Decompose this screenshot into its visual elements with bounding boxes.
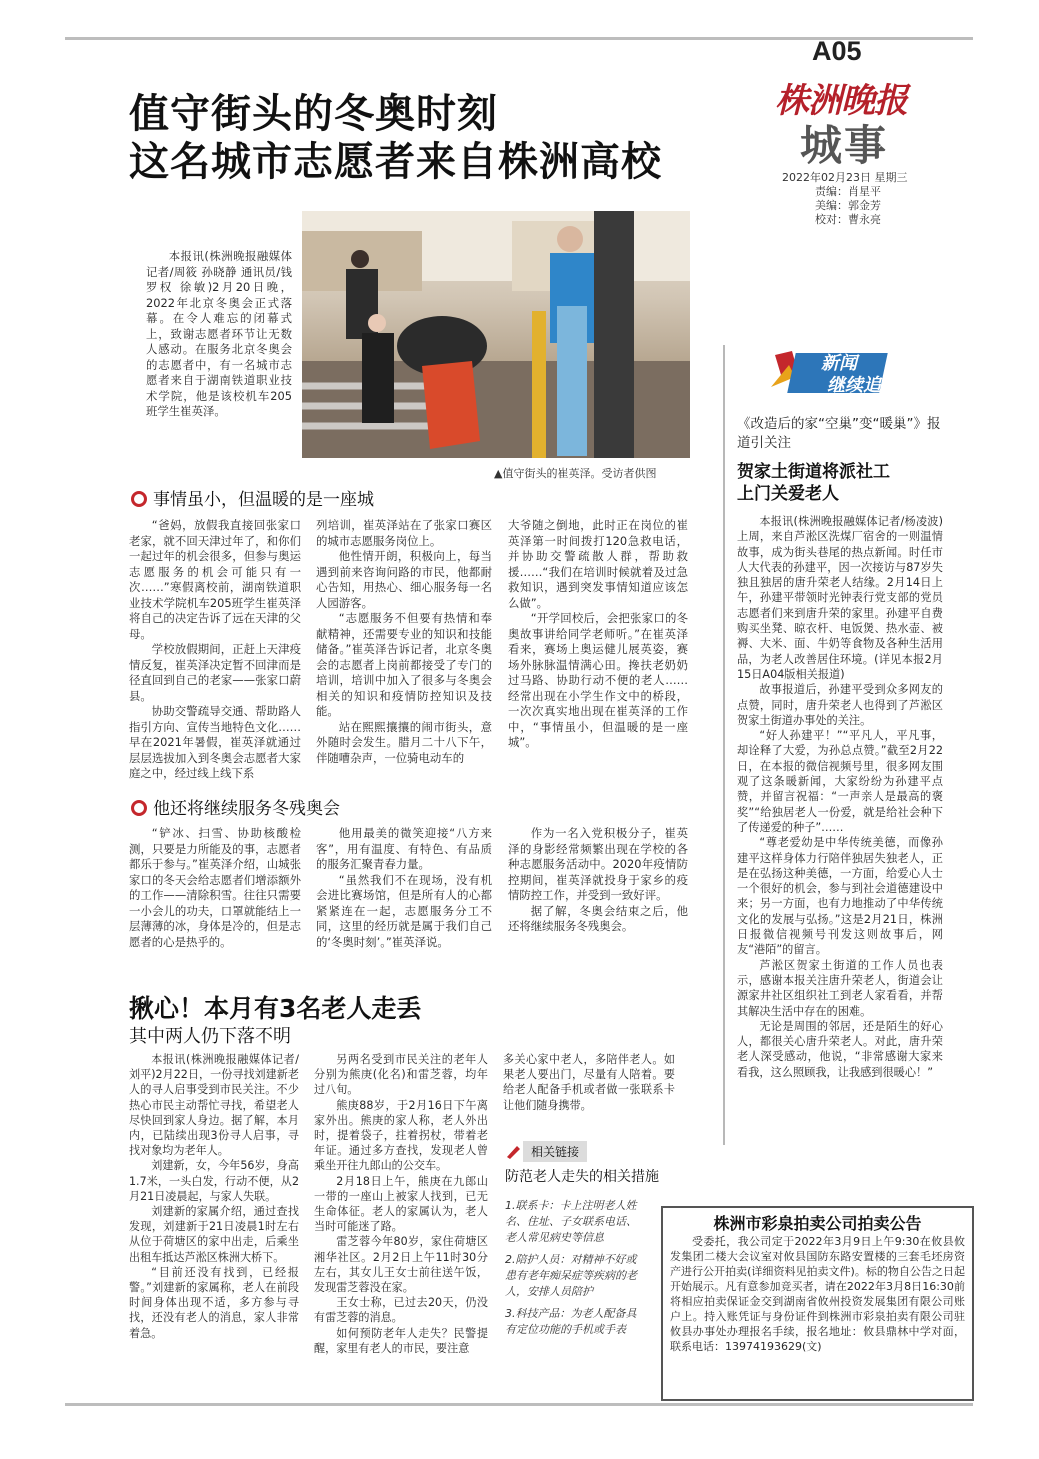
second-column-1: 本报讯(株洲晚报融媒体记者/刘平)2月22日，一份寻找刘建新老人的寻人启事受到市民关注。不少热心市民主动帮忙寻找，希望老人尽快回到家人身边。据了解，本月内，已陆续出现3份寻人启事，寻找对象均为老年人。 刘建新，女，今年56岁，身高1.7米，一头白发，行动不便，从2月21日凌晨起，与家人失联。 刘建新的家属介绍，通过查找发现，刘建新于21日凌晨1时左右从位于荷塘区的家中出走，后乘坐出租车抵达芦淞区株洲大桥下。 “目前还没有找到，已经报警。”刘建新的家属称，老人在前段时间身体出现不适，多方参与寻找，还没有老人的消息，家人非常着急。 xyxy=(129,1053,299,1340)
sidebar-headline-1: 贺家土街道将派社工 xyxy=(737,462,890,482)
sidebar-kicker: 《改造后的家“空巢”变“暖巢”》报道引关注 xyxy=(737,416,941,451)
tip-item: 2.陪护人员：对精神不好或患有老年痴呆症等疾病的老人，安排人员陪护 xyxy=(505,1253,637,1298)
news-follow-badge: 新闻 继续追 xyxy=(767,347,897,397)
sidebar-divider xyxy=(723,345,725,1145)
sidebar-body: 本报讯(株洲晚报融媒体记者/杨凌波)上周，来自芦淞区洗煤厂宿舍的一则温情故事，成为街头巷尾的热点新闻。时任市人大代表的孙建平，因一次接访与87岁失独且独居的唐升荣老人结缘。2月14日上午，孙建平带领时光钟表行党支部的党员志愿者们来到唐升荣的家里。孙建平自费购买坐凳、晾衣杆、电饭煲、热水壶、被褥、大米、面、牛奶等食物及各种生活用品，为老人改善居住环境。(详见本报2月15日A04版相关报道) 故事报道后，孙建平受到众多网友的点赞，同时，唐升荣老人也得到了芦淞区贺家土街道办事处的关注。 “好人孙建平！”“平凡人，平凡事，却诠释了大爱，为孙总点赞。”截至2月22日，在本报的微信视频号里，很多网友围观了这条暖新闻，大家纷纷为孙建平点赞，并留言祝福：“一声亲人是最高的褒奖”“给独居老人一份爱，就是给社会种下了传递爱的种子”…… “尊老爱幼是中华传统美德，而像孙建平这样身体力行陪伴独居失独老人，正是在弘扬这种美德，一方面，给爱心人士一个很好的机会，参与到社会道德建设中来；另一方面，也有力地推动了中华传统文化的发展与弘扬。”这是2月21日，株洲日报微信视频号刊发这则故事后，网友“港陌”的留言。 芦淞区贺家土街道的工作人员也表示，感谢本报关注唐升荣老人，街道会让源家井社区组织社工到老人家看看，并帮其解决生活中存在的困难。 无论是周围的邻居，还是陌生的好心人，都很关心唐升荣老人。对此，唐升荣老人深受感动，他说，“非常感谢大家来看我，这么照顾我，让我感到很暖心！” xyxy=(737,515,943,1079)
related-link-label: 相关链接 xyxy=(505,1140,587,1162)
second-subheadline: 其中两人仍下落不明 xyxy=(129,1026,291,1047)
section1-column-2: 列培训，崔英泽站在了张家口赛区的城市志愿服务岗位上。 他性情开朗，积极向上，每当遇到前来咨询问路的市民，他都耐心告知，用热心、细心服务每一名人园游客。 “志愿服务不但要有热情和奉献精神，还需要专业的知识和技能储备。”崔英泽告诉记者，北京冬奥会的志愿者上岗前都接受了专门的培训，培训中加入了很多与冬奥会相关的知识和疫情防控知识及技能。 站在熙熙攘攘的闹市街头，意外随时会发生。腊月二十八下午，伴随嘈杂声，一位骑电动车的 xyxy=(316,518,492,765)
lead-headline-2: 这名城市志愿者来自株洲高校 xyxy=(129,139,662,185)
auction-notice-body: 受委托，我公司定于2022年3月9日上午9:30在攸县攸发集团二楼大会议室对攸县国防东路安置楼的三套毛坯房资产进行公开拍卖(详细资料见拍卖文件)。标的物自公告之日起开始展示。凡有意参加竞买者，请在2022年3月8日16:30前将相应拍卖保证金交到湖南省攸州投资发展集团有限公司账户上。持入账凭证与身份证件到株洲市彩泉拍卖有限公司驻攸县办事处办理报名手续，报名地址：攸县鼎林中学对面，联系电话：13974193629(文) xyxy=(670,1235,965,1353)
bottom-rule xyxy=(65,1403,973,1406)
section2-column-1: “铲冰、扫雪、协助核酸检测，只要是力所能及的事，志愿者都乐于参与。”崔英泽介绍，山城张家口的冬天会给志愿者们增添额外的工作——清除积雪。往往只需要一小会儿的功夫，口罩就能结上一层薄薄的冰，身体是冷的，但是志愿者的心是热乎的。 xyxy=(129,826,301,949)
lead-intro: 本报讯(株洲晚报融媒体记者/周筱 孙晓静 通讯员/钱罗权 徐敏)2月20日晚，2022年北京冬奥会正式落幕。在令人难忘的闭幕式上，致谢志愿者环节让无数人感动。在服务北京冬奥会的志愿者中，有一名城市志愿者来自于湖南铁道职业技术学院，他是该校机车205班学生崔英泽。 xyxy=(146,249,292,418)
section2-heading: 他还将继续服务冬残奥会 xyxy=(131,794,340,819)
page-number: A05 xyxy=(812,36,862,66)
credit-editor: 责编：肖星平 xyxy=(815,185,881,198)
auction-notice-title: 株洲市彩泉拍卖公司拍卖公告 xyxy=(713,1214,922,1233)
section1-column-1: “爸妈，放假我直接回张家口老家，就不回天津过年了，和你们一起过年的机会很多，但参与奥运志愿服务的机会可能只有一次……”寒假离校前，湖南铁道职业技术学院机车205班学生崔英泽将自己的决定告诉了远在天津的父母。 学校放假期间，正赶上天津疫情反复，崔英泽决定暂不回津而是径直回到自己的老家——张家口蔚县。 协助交警疏导交通、帮助路人指引方向、宣传当地特色文化……早在2021年暑假，崔英泽就通过层层选拔加入到冬奥会志愿者大家庭之中，经过线上线下系 xyxy=(129,518,301,780)
section2-column-3: 作为一名入党积极分子，崔英泽的身影经常频繁出现在学校的各种志愿服务活动中。2020年疫情防控期间，崔英泽就投身于家乡的疫情防控工作，并受到一致好评。 据了解，冬奥会结束之后，他还将继续服务冬残奥会。 xyxy=(508,826,688,933)
photo-caption: ▲值守街头的崔英泽。受访者供图 xyxy=(494,467,657,480)
section1-heading: 事情虽小，但温暖的是一座城 xyxy=(131,485,374,510)
section-title: 城事 xyxy=(800,121,889,170)
tip-item: 1.联系卡：卡上注明老人姓名、住址、子女联系电话、老人常见病史等信息 xyxy=(505,1199,637,1244)
pen-icon xyxy=(505,1143,523,1159)
second-headline: 揪心！本月有3名老人走丢 xyxy=(129,994,422,1023)
circle-bullet-icon xyxy=(131,800,147,816)
tip-item: 3.科技产品：为老人配备具有定位功能的手机或手表 xyxy=(505,1307,637,1336)
street-scene-illustration xyxy=(302,211,690,458)
related-title: 防范老人走失的相关措施 xyxy=(505,1169,659,1185)
lead-headline-1: 值守街头的冬奥时刻 xyxy=(129,91,498,137)
credit-designer: 美编：郭金芳 xyxy=(815,199,881,212)
related-tips-list xyxy=(505,1198,641,1344)
circle-bullet-icon xyxy=(131,491,147,507)
second-column-2: 另两名受到市民关注的老年人分别为熊庚(化名)和雷芝蓉，均年过八旬。 熊庚88岁，于2月16日下午离家外出。熊庚的家人称，老人外出时，提着袋子，拄着拐杖，带着老年证。通过多方查找，发现老人曾乘坐开往九郎山的公交车。 2月18日上午，熊庚在九郎山一带的一座山上被家人找到，已无生命体征。老人的家属认为，老人当时可能迷了路。 雷芝蓉今年80岁，家住荷塘区湘华社区。2月2日上午11时30分左右，其女儿王女士前往送午饭，发现雷芝蓉没在家。 王女士称，已过去20天，仍没有雷芝蓉的消息。 如何预防老年人走失？民警提醒，家里有老人的市民，要注意 xyxy=(314,1053,488,1355)
masthead-logo: 株洲晚报 xyxy=(775,81,907,121)
sidebar-headline-2: 上门关爱老人 xyxy=(737,484,839,504)
issue-date: 2022年02月23日 星期三 xyxy=(782,171,908,184)
second-column-3: 多关心家中老人，多陪伴老人。如果老人要出门，尽量有人陪着。要给老人配备手机或者做一张联系卡让他们随身携带。 xyxy=(503,1053,675,1112)
section1-column-3: 大爷随之倒地，此时正在岗位的崔英泽第一时间拨打120急救电话，并协助交警疏散人群，帮助救援……“我们在培训时候就着及过急救知识，遇到突发事情知道应该怎么做”。 “开学回校后，会把张家口的冬奥故事讲给同学老师听。”在崔英泽看来，赛场上奥运健儿展英姿，赛场外脉脉温情满心田。搀扶老奶奶过马路、协助行动不便的老人……经常出现在小学生作文中的桥段，一次次真实地出现在崔英泽的工作中，“事情虽小，但温暖的是一座城”。 xyxy=(508,518,688,749)
section2-column-2: 他用最美的微笑迎接“八方来客”，用有温度、有特色、有品质的服务汇聚青春力量。 “虽然我们不在现场，没有机会进比赛场馆，但是所有人的心都紧紧连在一起，志愿服务分工不同，这里的经历就是属于我们自己的‘冬奥时刻’。”崔英泽说。 xyxy=(316,826,492,949)
lead-photo xyxy=(302,211,690,458)
credit-proofreader: 校对：曹永亮 xyxy=(815,213,881,226)
